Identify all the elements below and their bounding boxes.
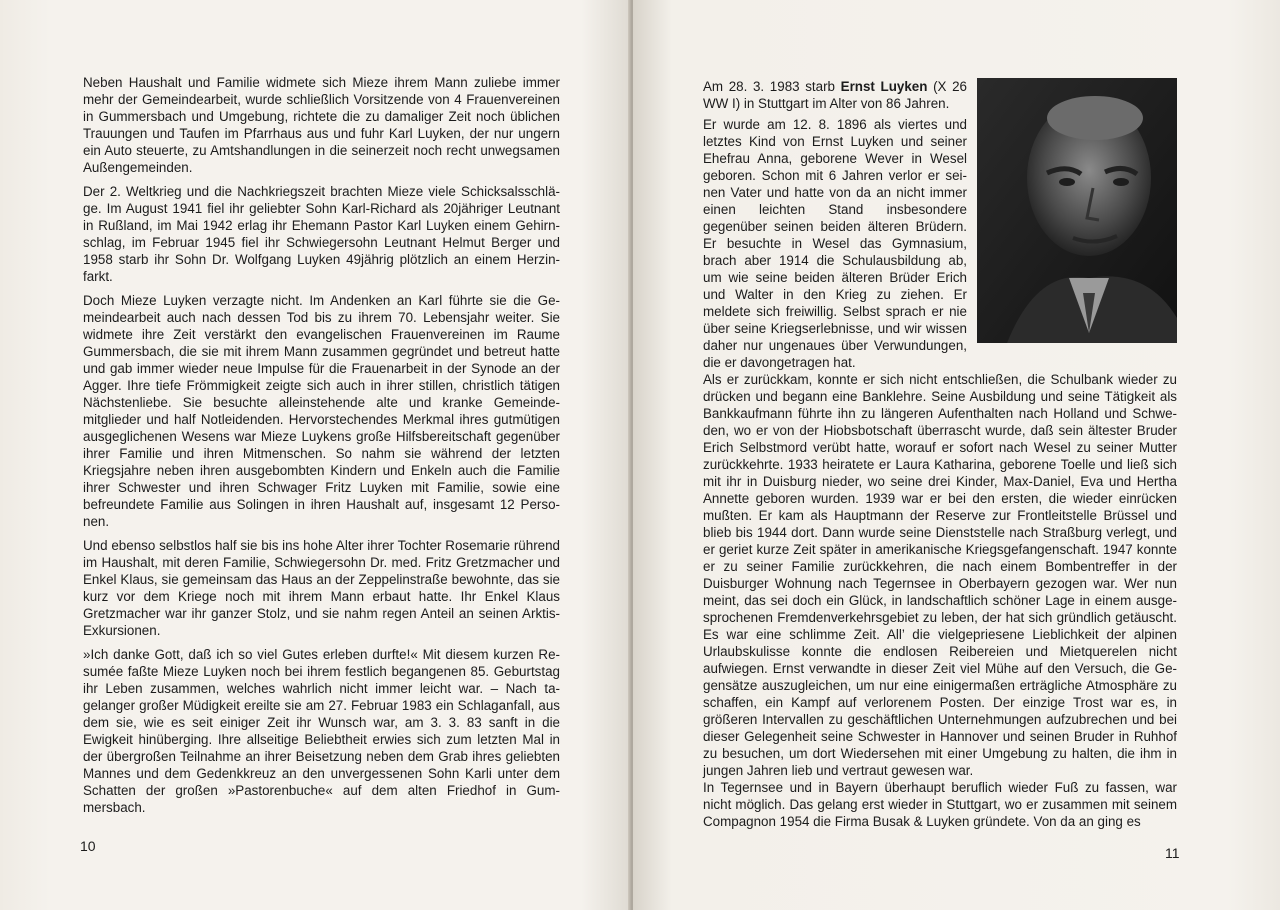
right-paragraph-3: In Tegernsee und in Bayern überhaupt beruflich wieder Fuß zu fassen, war nicht möglich. Das gelang erst wieder in Stuttgart, wo er zusammen mit seinem Compagnon 1954 die Firma Busak & Luyken gründete. Von da an ging es	[703, 780, 1177, 829]
left-paragraph-2: Der 2. Weltkrieg und die Nachkriegszeit brachten Mieze viele Schicksalsschläge. Im August 1941 fiel ihr geliebter Sohn Karl-Richard als 20jähriger Leutnant in Rußland, im Mai 1942 erlag ihr Ehemann Pastor Karl Luyken einem Gehirnschlag, im Februar 1945 fiel ihr Schwiegersohn Leutnant Helmut Berger und 1958 starb ihr Sohn Dr. Wolfgang Luyken 49jährig plötzlich an einem Herzinfarkt.	[83, 184, 560, 284]
right-paragraph-2: Als er zurückkam, konnte er sich nicht entschließen, die Schulbank wieder zu drücken und begann eine Banklehre. Seine Ausbildung und seine Tätigkeit als Bankkaufmann führte ihn zu längeren Aufenthalten nach Holland und Schweden, wo er von der Hiobsbotschaft überrascht wurde, daß sein ältester Bruder Erich Selbstmord verübt hatte, worauf er sofort nach Wesel zu seiner Mutter zurückkehrte. 1933 heiratete er Laura Katharina, geborene Toelle und ließ sich mit ihr in Duisburg nieder, wo seine drei Kinder, Max-Daniel, Eva und Hertha Annette geboren wurden. 1939 war er bei den ersten, die wieder einrücken mußten. Er kam als Hauptmann der Reserve zur Frontleitstelle Brüssel und blieb bis 1944 dort. Dann wurde seine Dienststelle nach Straßburg verlegt, und er geriet kurze Zeit später in amerikanische Kriegsgefangenschaft. 1947 konnte er zu seiner Familie zurückkehren, die nach einem Bombentreffer in der Duisburger Wohnung nach Tegernsee in Oberbayern gezogen war. Wer nun meint, das sei doch ein Glück, in landschaftlich schöner Lage in einem ausgesprochenen Fremdenverkehrsgebiet zu leben, der hat sich gründlich getäuscht. Es war eine schlimme Zeit. All’ die vielgepriesene Lieblichkeit der alpinen Urlaubskulisse konnte die endlosen Reibereien und Mietquerelen nicht aufwiegen. Ernst verwandte in dieser Zeit viel Mühe auf den Versuch, die Gegensätze auszugleichen, um nur eine einigermaßen erträgliche Atmosphäre zu schaffen, ein Kampf auf verlorenem Posten. Der einzige Trost war es, in größeren Intervallen zu geschäftlichen Unternehmungen aufzubrechen und bei dieser Gelegenheit seine Schwester in Hannover und seinen Bruder in Ruhhof zu besuchen, um dort Wiedersehen mit einer Umgebung zu halten, die ihm in jungen Jahren lieb und vertraut gewesen war.	[703, 372, 1177, 778]
left-paragraph-3: Doch Mieze Luyken verzagte nicht. Im Andenken an Karl führte sie die Gemeindearbeit auch nach dessen Tod bis zu ihrem 70. Lebensjahr weiter. Sie widmete ihre Zeit verstärkt den evangelischen Frauenvereinen im Raume Gummersbach, die sie mit ihrem Mann zusammen gegründet und betreut hatte und gab immer wieder neue Impulse für die Frauenarbeit in der Synode an der Agger. Ihre tiefe Frömmigkeit zeigte sich auch in ihrer stillen, christlich tätigen Nächstenliebe. Sie besuchte alleinstehende alte und kranke Gemeindemitglieder und half Notleidenden. Hervorstechendes Merkmal ihres gutmütigen ausgeglichenen Wesens war Mieze Luykens große Hilfsbereitschaft gegenüber ihrer Familie und ihren Mitmenschen. So nahm sie während der letzten Kriegsjahre neben ihren ausgebombten Kindern und Enkeln auch die Familie ihrer Schwester und ihren Schwager Fritz Luyken mit Familie, sowie eine befreundete Familie aus Solingen in ihren Haushalt auf, insgesamt 12 Personen.	[83, 293, 560, 529]
left-page	[0, 0, 632, 910]
left-text-column	[83, 74, 560, 823]
portrait-photo	[977, 78, 1177, 343]
right-page	[633, 0, 1280, 910]
left-paragraph-5: »Ich danke Gott, daß ich so viel Gutes erleben durfte!« Mit diesem kurzen Resumée faßte Mieze Luyken noch bei ihrem festlich begangenen 85. Geburtstag ihr Leben zusammen, welches wahrlich nicht immer leicht war. – Nach tagelanger großer Müdigkeit ereilte sie am 27. Februar 1983 ein Schlaganfall, aus dem sie, wie es seit einiger Zeit ihr Wunsch war, am 3. 3. 83 sanft in die Ewigkeit hinüberging. Ihre allseitige Beliebtheit erwies sich zum letzten Mal in der übergroßen Teilnahme an ihrer Beisetzung neben dem Grab ihres geliebten Mannes und dem Gedenkkreuz an den unvergessenen Sohn Karli unter dem Schatten der großen »Pastorenbuche« auf dem alten Friedhof in Gummersbach.	[83, 647, 560, 815]
right-paragraph-1: Er wurde am 12. 8. 1896 als viertes und letztes Kind von Ernst Luyken und seiner Ehefrau Anna, geborene Wever in Wesel geboren. Schon mit 6 Jahren verlor er seinen Vater und hatte von da an nicht immer einen leichten Stand insbesondere gegenüber seinen beiden älteren Brüdern. Er besuchte in Wesel das Gymnasium, brach aber 1914 die Schulausbildung ab, um wie seine beiden älteren Brüder Erich und Walter in den Krieg zu ziehen. Er meldete sich freiwillig. Selbst sprach er nie über seine Kriegserlebnisse, und wir wissen daher nur ungenaues über Verwundungen, die er davongetragen hat.	[703, 117, 967, 370]
page-number-left: 10	[80, 838, 96, 854]
left-paragraph-1: Neben Haushalt und Familie widmete sich Mieze ihrem Mann zuliebe immer mehr der Gemeindearbeit, wurde schließlich Vorsitzende von 4 Frauenvereinen in Gummersbach und Umgebung, richtete die zu damaliger Zeit noch üblichen Trauungen und Taufen im Pfarrhaus aus und fuhr Karl Luyken, der nur ungern ein Auto steuerte, zu Amtshandlungen in die seinerzeit noch recht unwegsamen Außengemeinden.	[83, 75, 560, 175]
page-number-right: 11	[1165, 845, 1180, 861]
intro-text-before: Am 28. 3. 1983 starb	[703, 79, 841, 94]
subject-name: Ernst Luyken	[840, 79, 928, 94]
left-paragraph-4: Und ebenso selbstlos half sie bis ins hohe Alter ihrer Tochter Rosemarie rührend im Haushalt, mit deren Familie, Schwiegersohn Dr. med. Fritz Gretzmacher und Enkel Klaus, sie gemeinsam das Haus an der Zeppelinstraße bewohnte, das sie kurz vor dem Kriege noch mit ihrem Mann erbaut hatte. Ihr Enkel Klaus Gretzmacher war ihr ganzer Stolz, und sie nahm regen Anteil an seinen Arktis-Exkursionen.	[83, 538, 560, 638]
right-text-column	[703, 78, 1177, 830]
intro-text-after: (X 26 WW I) in Stuttgart im Alter von 86 Jahren.	[703, 79, 967, 111]
